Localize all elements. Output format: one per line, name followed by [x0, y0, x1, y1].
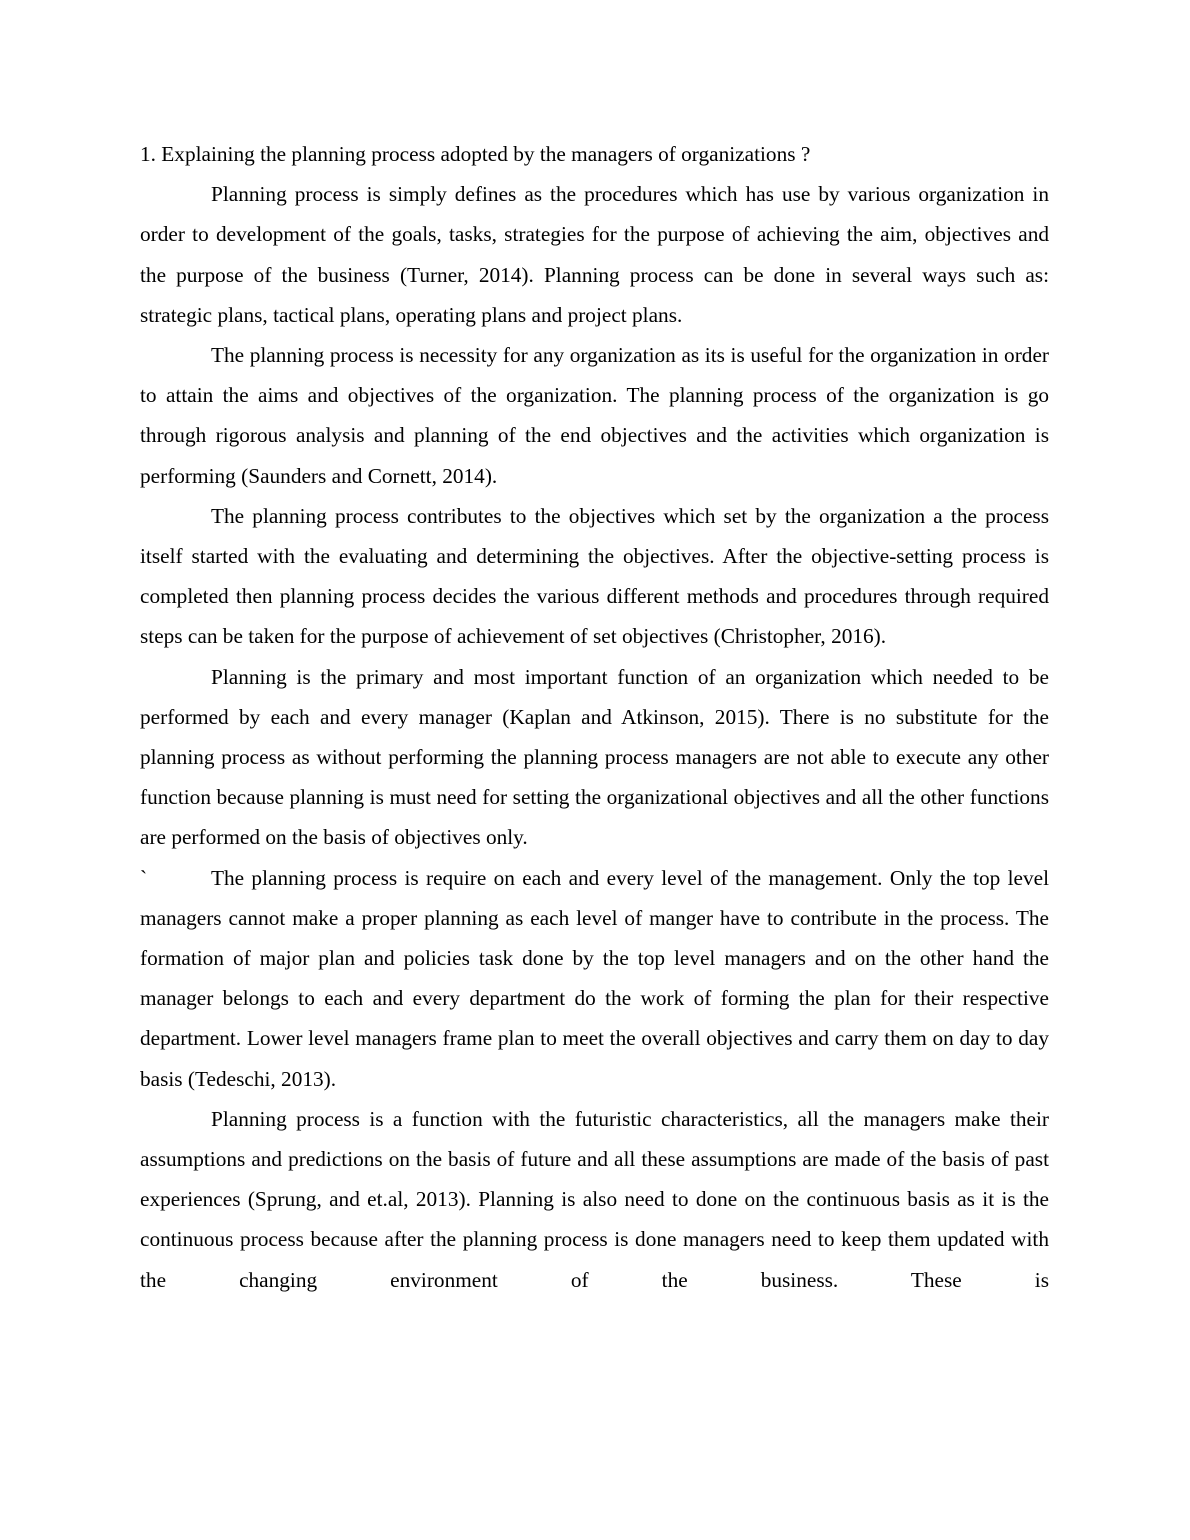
- paragraph-1: Planning process is simply defines as the procedures which has use by various organization in order to development of the goals, tasks, strategies for the purpose of achieving the aim, objectives and the purpose of the business (Turner, 2014). Planning process can be done in several ways such as: strategic plans, tactical plans, operating plans and project plans.: [140, 182, 1049, 327]
- section-heading: 1. Explaining the planning process adopted by the managers of organizations ?: [140, 142, 811, 166]
- paragraph-5: The planning process is require on each and every level of the management. Only the top level managers cannot make a proper planning as each level of manger have to contribute in the process. The formation of major plan and policies task done by the top level managers and on the other hand the manager belongs to each and every department do the work of forming the plan for their respective department. Lower level managers frame plan to meet the overall objectives and carry them on day to day basis (Tedeschi, 2013).: [140, 865, 1049, 1091]
- paragraph-2: The planning process is necessity for any organization as its is useful for the organization in order to attain the aims and objectives of the organization. The planning process of the organization is go through rigorous analysis and planning of the end objectives and the activities which organization is performing (Saunders and Cornett, 2014).: [140, 343, 1049, 488]
- document-body: [140, 134, 1049, 1300]
- stray-backtick-mark: `: [140, 865, 148, 890]
- paragraph-5-wrapper: [140, 858, 1049, 1099]
- paragraph-3: The planning process contributes to the objectives which set by the organization a the process itself started with the evaluating and determining the objectives. After the objective-setting process is completed then planning process decides the various different methods and procedures through required steps can be taken for the purpose of achievement of set objectives (Christopher, 2016).: [140, 503, 1049, 649]
- paragraph-4: Planning is the primary and most important function of an organization which needed to be performed by each and every manager (Kaplan and Atkinson, 2015). There is no substitute for the planning process as without performing the planning process managers are not able to execute any other function because planning is must need for setting the organizational objectives and all the other functions are performed on the basis of objectives only.: [140, 664, 1049, 850]
- paragraph-6: Planning process is a function with the futuristic characteristics, all the managers make their assumptions and predictions on the basis of future and all these assumptions are made of the basis of past experiences (Sprung, and et.al, 2013). Planning is also need to done on the continuous basis as it is the continuous process because after the planning process is done managers need to keep them updated with the changing environment of the business. These is: [140, 1106, 1049, 1292]
